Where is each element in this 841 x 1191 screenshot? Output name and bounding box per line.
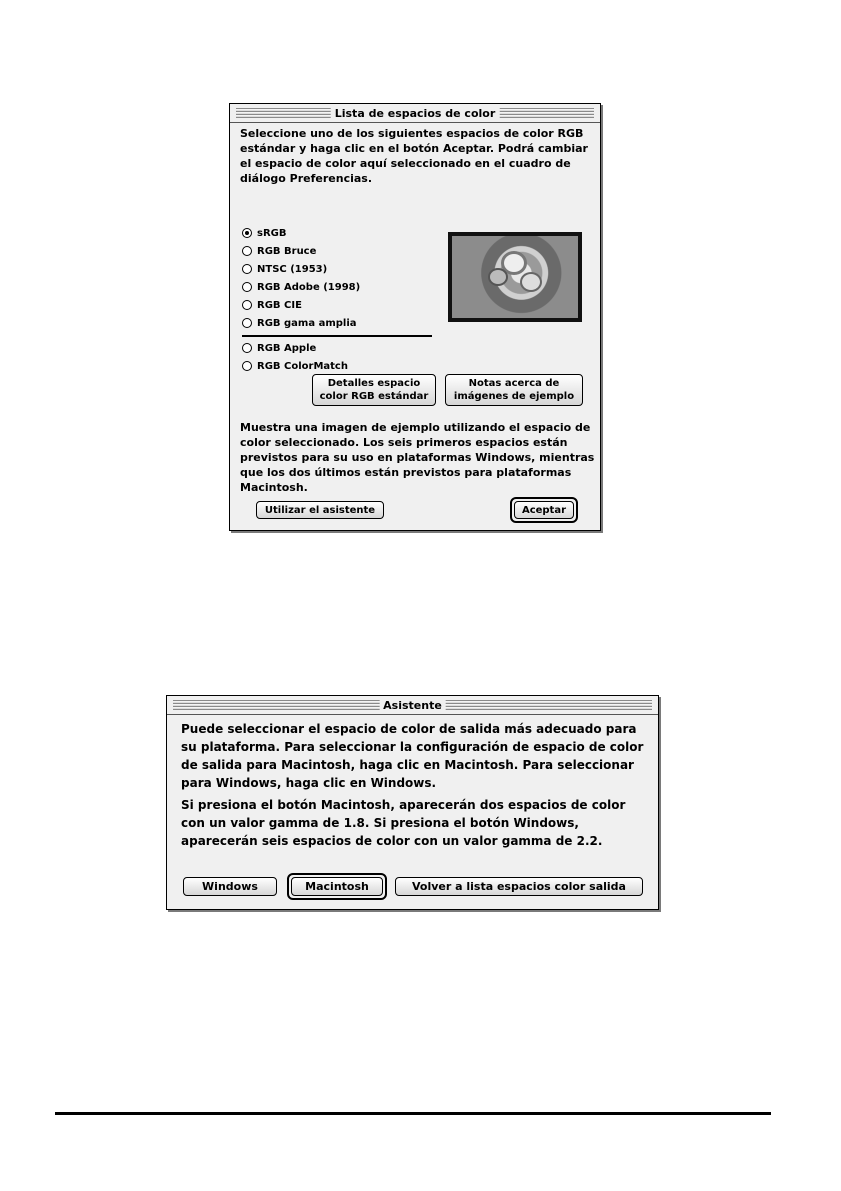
radio-rgb-apple[interactable] [242,341,316,355]
radio-icon [242,318,252,328]
radio-rgb-colormatch[interactable] [242,359,348,373]
radio-label: sRGB [257,227,287,239]
radio-label: RGB Apple [257,342,317,354]
ok-button[interactable]: Aceptar [514,501,574,519]
description-text: Muestra una imagen de ejemplo utilizando el espacio de color seleccionado. Los seis primeros espacios están previstos para su uso en plataformas Windows, mientras que los dos últimos están previstos para plataformas Macintosh. [240,421,595,494]
radio-icon [242,246,252,256]
radio-icon [242,300,252,310]
ok-button-frame [510,497,578,523]
color-space-list-dialog [229,103,601,531]
radio-label: NTSC (1953) [257,263,328,275]
use-wizard-button[interactable]: Utilizar el asistente [256,501,384,519]
radio-rgb-wide-gamut[interactable] [242,316,357,330]
radio-rgb-bruce[interactable] [242,244,316,258]
dialog-titlebar [230,104,600,123]
radio-label: RGB Bruce [257,245,317,257]
page-bottom-rule [55,1112,771,1115]
radio-label: RGB gama amplia [257,317,357,329]
dialog-title: Lista de espacios de color [331,106,500,121]
radio-label: RGB Adobe (1998) [257,281,361,293]
windows-button[interactable]: Windows [183,877,277,896]
macintosh-button-frame [287,873,387,900]
wizard-dialog [166,695,659,910]
dialog-title: Asistente [379,698,446,713]
radio-icon [242,282,252,292]
back-to-list-button[interactable]: Volver a lista espacios color salida [395,877,643,896]
radio-icon [242,343,252,353]
radio-label: RGB ColorMatch [257,360,348,372]
radio-ntsc[interactable] [242,262,327,276]
sample-image [448,232,582,322]
radio-icon [242,361,252,371]
options-separator [242,335,432,337]
radio-selected-icon [242,228,252,238]
macintosh-button[interactable]: Macintosh [291,877,383,896]
radio-icon [242,264,252,274]
flower-bouquet-image [452,236,578,318]
intro-text: Seleccione uno de los siguientes espacios de color RGB estándar y haga clic en el botón Aceptar. Podrá cambiar el espacio de color aquí seleccionado en el cuadro de diálogo Preferencias. [240,127,588,185]
radio-label: RGB CIE [257,299,302,311]
details-button[interactable]: Detalles espacio color RGB estándar [312,374,436,406]
wizard-paragraph-1: Puede seleccionar el espacio de color de salida más adecuado para su plataforma. Para seleccionar la configuración de espacio de color de salida para Macintosh, haga clic en Macintosh. Para seleccionar para Windows, haga clic en Windows. [181,722,644,790]
radio-rgb-cie[interactable] [242,298,302,312]
radio-srgb[interactable] [242,226,286,240]
wizard-paragraph-2: Si presiona el botón Macintosh, aparecerán dos espacios de color con un valor gamma de 1.8. Si presiona el botón Windows, aparecerán seis espacios de color con un valor gamma de 2.2. [181,798,626,848]
notes-button[interactable]: Notas acerca de imágenes de ejemplo [445,374,583,406]
radio-rgb-adobe[interactable] [242,280,360,294]
dialog-titlebar [167,696,658,715]
